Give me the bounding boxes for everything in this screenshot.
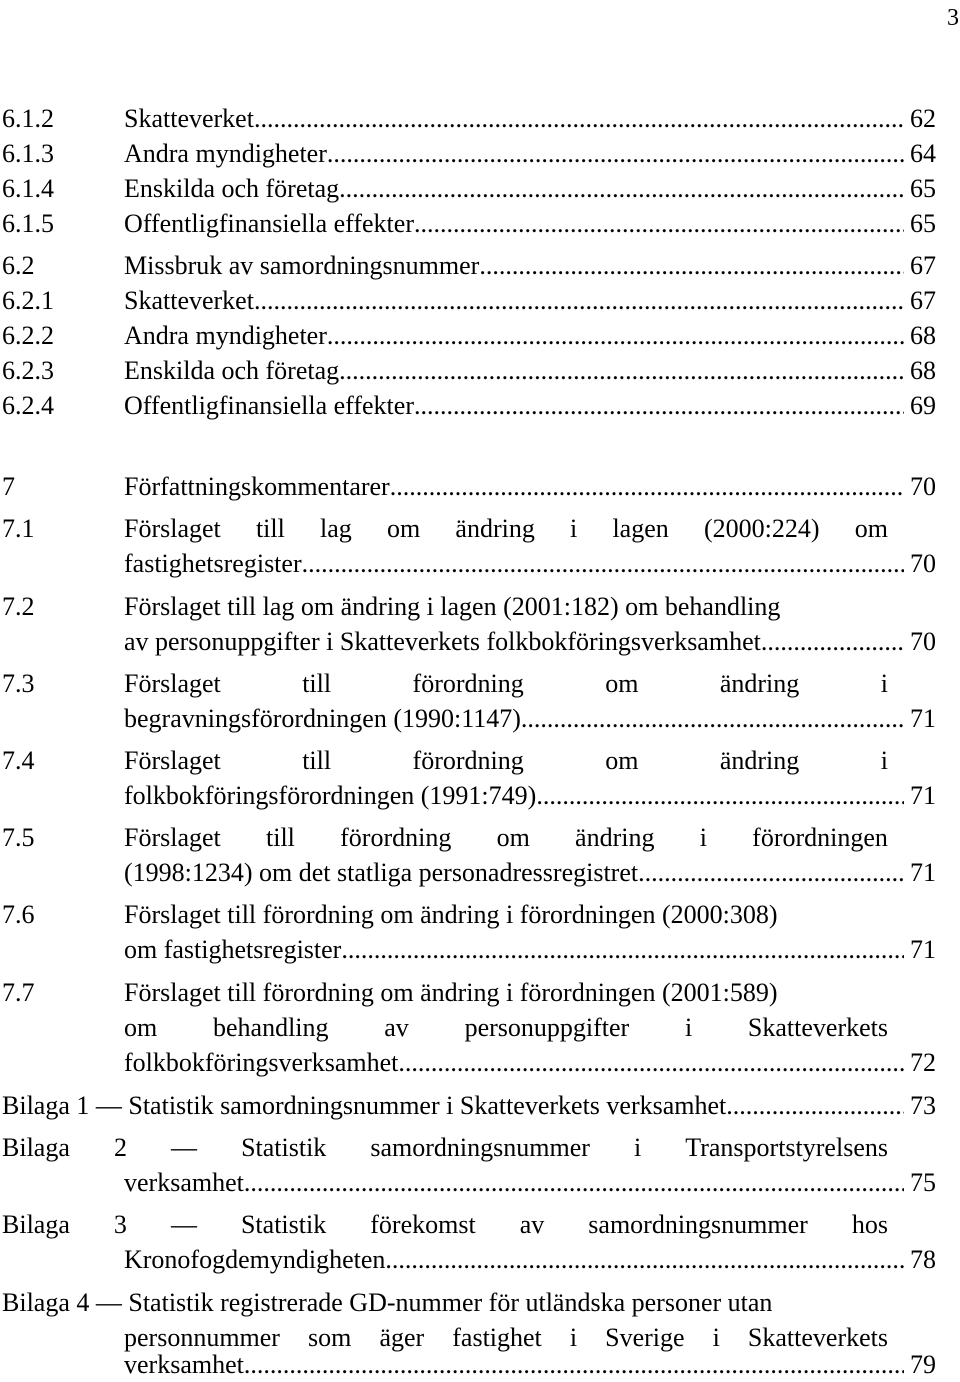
toc-title: verksamhet (124, 1350, 244, 1379)
toc-title-line: Förslaget till förordning om ändring i förordningen (2001:589) (124, 978, 778, 1007)
toc-number: 7.3 (2, 669, 35, 698)
toc-page: 75 (910, 1168, 936, 1197)
toc-page: 71 (910, 935, 936, 964)
toc-title: Offentligfinansiella effekter (124, 391, 414, 420)
toc-number: 6.2.3 (2, 356, 54, 385)
dot-leader (414, 207, 904, 241)
toc-entry-7-7-cont[interactable] (0, 1011, 936, 1045)
toc-title: Missbruk av samordningsnummer (124, 251, 480, 280)
toc-entry-7-3[interactable] (0, 667, 936, 701)
toc-page: 70 (910, 627, 936, 656)
toc-entry-6-2-1[interactable] (0, 284, 936, 318)
toc-entry-6-1-5[interactable] (0, 207, 936, 241)
dot-leader (341, 933, 904, 967)
toc-number: 7.4 (2, 746, 35, 775)
toc-page: 67 (910, 286, 936, 315)
toc-entry-7-1-cont[interactable] (0, 547, 936, 581)
toc-title-line: Bilaga 3 — Statistik förekomst av samordningsnummer hos (2, 1210, 888, 1239)
toc-title-line: Förslaget till förordning om ändring i (124, 746, 888, 775)
toc-appendix-3[interactable] (0, 1208, 936, 1242)
toc-number: 7.5 (2, 823, 35, 852)
toc-appendix-4[interactable] (0, 1286, 936, 1320)
toc-page: 62 (910, 104, 936, 133)
toc-entry-7-3-cont[interactable] (0, 702, 936, 736)
toc-entry-7-1[interactable] (0, 512, 936, 546)
toc-title: om fastighetsregister (124, 935, 342, 964)
toc-page: 71 (910, 781, 936, 810)
toc-entry-6-2-2[interactable] (0, 319, 936, 353)
toc-page: 79 (910, 1350, 936, 1379)
toc-title-line: Förslaget till förordning om ändring i förordningen (124, 823, 888, 852)
toc-title: Bilaga 1 — Statistik samordningsnummer i Skatteverkets verksamhet (2, 1091, 727, 1120)
toc-entry-6-2-3[interactable] (0, 354, 936, 388)
toc-page: 71 (910, 858, 936, 887)
toc-title-line: personnummer som äger fastighet i Sverige i Skatteverkets (124, 1323, 888, 1352)
toc-title-line: Förslaget till förordning om ändring i (124, 669, 888, 698)
dot-leader (726, 1089, 904, 1123)
toc-page: 67 (910, 251, 936, 280)
dot-leader (521, 702, 904, 736)
toc-appendix-1[interactable] (0, 1089, 936, 1123)
toc-page: 68 (910, 356, 936, 385)
toc-entry-7-2[interactable] (0, 590, 936, 624)
toc-page: 68 (910, 321, 936, 350)
dot-leader (254, 284, 904, 318)
toc-number: 7.6 (2, 900, 35, 929)
toc-number: 6.2.4 (2, 391, 54, 420)
dot-leader (479, 249, 904, 283)
toc-title-line: om behandling av personuppgifter i Skatteverkets (124, 1013, 888, 1042)
toc-number: 7.1 (2, 514, 35, 543)
toc-entry-6-1-2[interactable] (0, 102, 936, 136)
page-number: 3 (947, 5, 959, 31)
dot-leader (638, 856, 904, 890)
dot-leader (302, 547, 904, 581)
toc-entry-6-2-4[interactable] (0, 389, 936, 423)
toc-entry-7-4-cont[interactable] (0, 779, 936, 813)
toc-page: 70 (910, 549, 936, 578)
dot-leader (414, 389, 904, 423)
dot-leader (761, 625, 904, 659)
toc-title: av personuppgifter i Skatteverkets folkbokföringsverksamhet (124, 627, 761, 656)
toc-title-line: Förslaget till förordning om ändring i förordningen (2000:308) (124, 900, 778, 929)
toc-page: 72 (910, 1048, 936, 1077)
toc-title-line: Förslaget till lag om ändring i lagen (2001:182) om behandling (124, 592, 781, 621)
toc-page: 78 (910, 1245, 936, 1274)
toc-number: 7.2 (2, 592, 35, 621)
toc-number: 6.2.1 (2, 286, 54, 315)
toc-appendix-2[interactable] (0, 1131, 936, 1165)
toc-appendix-2-cont[interactable] (0, 1166, 936, 1200)
toc-entry-6-2[interactable] (0, 249, 936, 283)
toc-entry-6-1-3[interactable] (0, 137, 936, 171)
toc-title: Författningskommentarer (124, 472, 390, 501)
toc-page: 65 (910, 209, 936, 238)
toc-entry-7-2-cont[interactable] (0, 625, 936, 659)
toc-entry-7-5-cont[interactable] (0, 856, 936, 890)
toc-title-line: Förslaget till lag om ändring i lagen (2000:224) om (124, 514, 888, 543)
toc-number: 6.2.2 (2, 321, 54, 350)
toc-title-line: Bilaga 4 — Statistik registrerade GD-nummer för utländska personer utan (2, 1288, 773, 1317)
dot-leader (244, 1166, 904, 1200)
toc-entry-6-1-4[interactable] (0, 172, 936, 206)
toc-page: 65 (910, 174, 936, 203)
toc-title: Enskilda och företag (124, 174, 340, 203)
toc-appendix-4-cont2[interactable] (0, 1348, 936, 1382)
toc-number: 6.1.3 (2, 139, 54, 168)
toc-title: Skatteverket (124, 104, 254, 133)
dot-leader (339, 354, 904, 388)
toc-title: Andra myndigheter (124, 139, 327, 168)
toc-title: folkbokföringsverksamhet (124, 1048, 399, 1077)
toc-title: Skatteverket (124, 286, 254, 315)
toc-number: 7 (2, 472, 15, 501)
toc-title: Kronofogdemyndigheten (124, 1245, 386, 1274)
toc-page: 73 (910, 1091, 936, 1120)
toc-entry-7-7-cont2[interactable] (0, 1046, 936, 1080)
toc-title: Offentligfinansiella effekter (124, 209, 414, 238)
toc-title: verksamhet (124, 1168, 244, 1197)
toc-title: folkbokföringsförordningen (1991:749) (124, 781, 537, 810)
toc-appendix-3-cont[interactable] (0, 1243, 936, 1277)
toc-page: 71 (910, 704, 936, 733)
toc-number: 7.7 (2, 978, 35, 1007)
toc-entry-7-6-cont[interactable] (0, 933, 936, 967)
toc-entry-7[interactable] (0, 470, 936, 504)
dot-leader (327, 137, 904, 171)
toc-title: Enskilda och företag (124, 356, 340, 385)
dot-leader (390, 470, 904, 504)
toc-number: 6.1.4 (2, 174, 54, 203)
toc-title: begravningsförordningen (1990:1147) (124, 704, 521, 733)
dot-leader (339, 172, 904, 206)
toc-title: (1998:1234) om det statliga personadressregistret (124, 858, 639, 887)
toc-entry-7-6[interactable] (0, 898, 936, 932)
toc-title: Andra myndigheter (124, 321, 327, 350)
toc-page: 70 (910, 472, 936, 501)
dot-leader (244, 1348, 904, 1382)
toc-entry-7-5[interactable] (0, 821, 936, 855)
toc-number: 6.2 (2, 251, 35, 280)
toc-title: fastighetsregister (124, 549, 302, 578)
toc-number: 6.1.5 (2, 209, 54, 238)
toc-entry-7-4[interactable] (0, 744, 936, 778)
toc-page: 69 (910, 391, 936, 420)
toc-number: 6.1.2 (2, 104, 54, 133)
dot-leader (398, 1046, 904, 1080)
toc-page: 64 (910, 139, 936, 168)
toc-entry-7-7[interactable] (0, 976, 936, 1010)
dot-leader (254, 102, 904, 136)
dot-leader (327, 319, 904, 353)
dot-leader (536, 779, 904, 813)
dot-leader (385, 1243, 904, 1277)
toc-title-line: Bilaga 2 — Statistik samordningsnummer i Transportstyrelsens (2, 1133, 888, 1162)
